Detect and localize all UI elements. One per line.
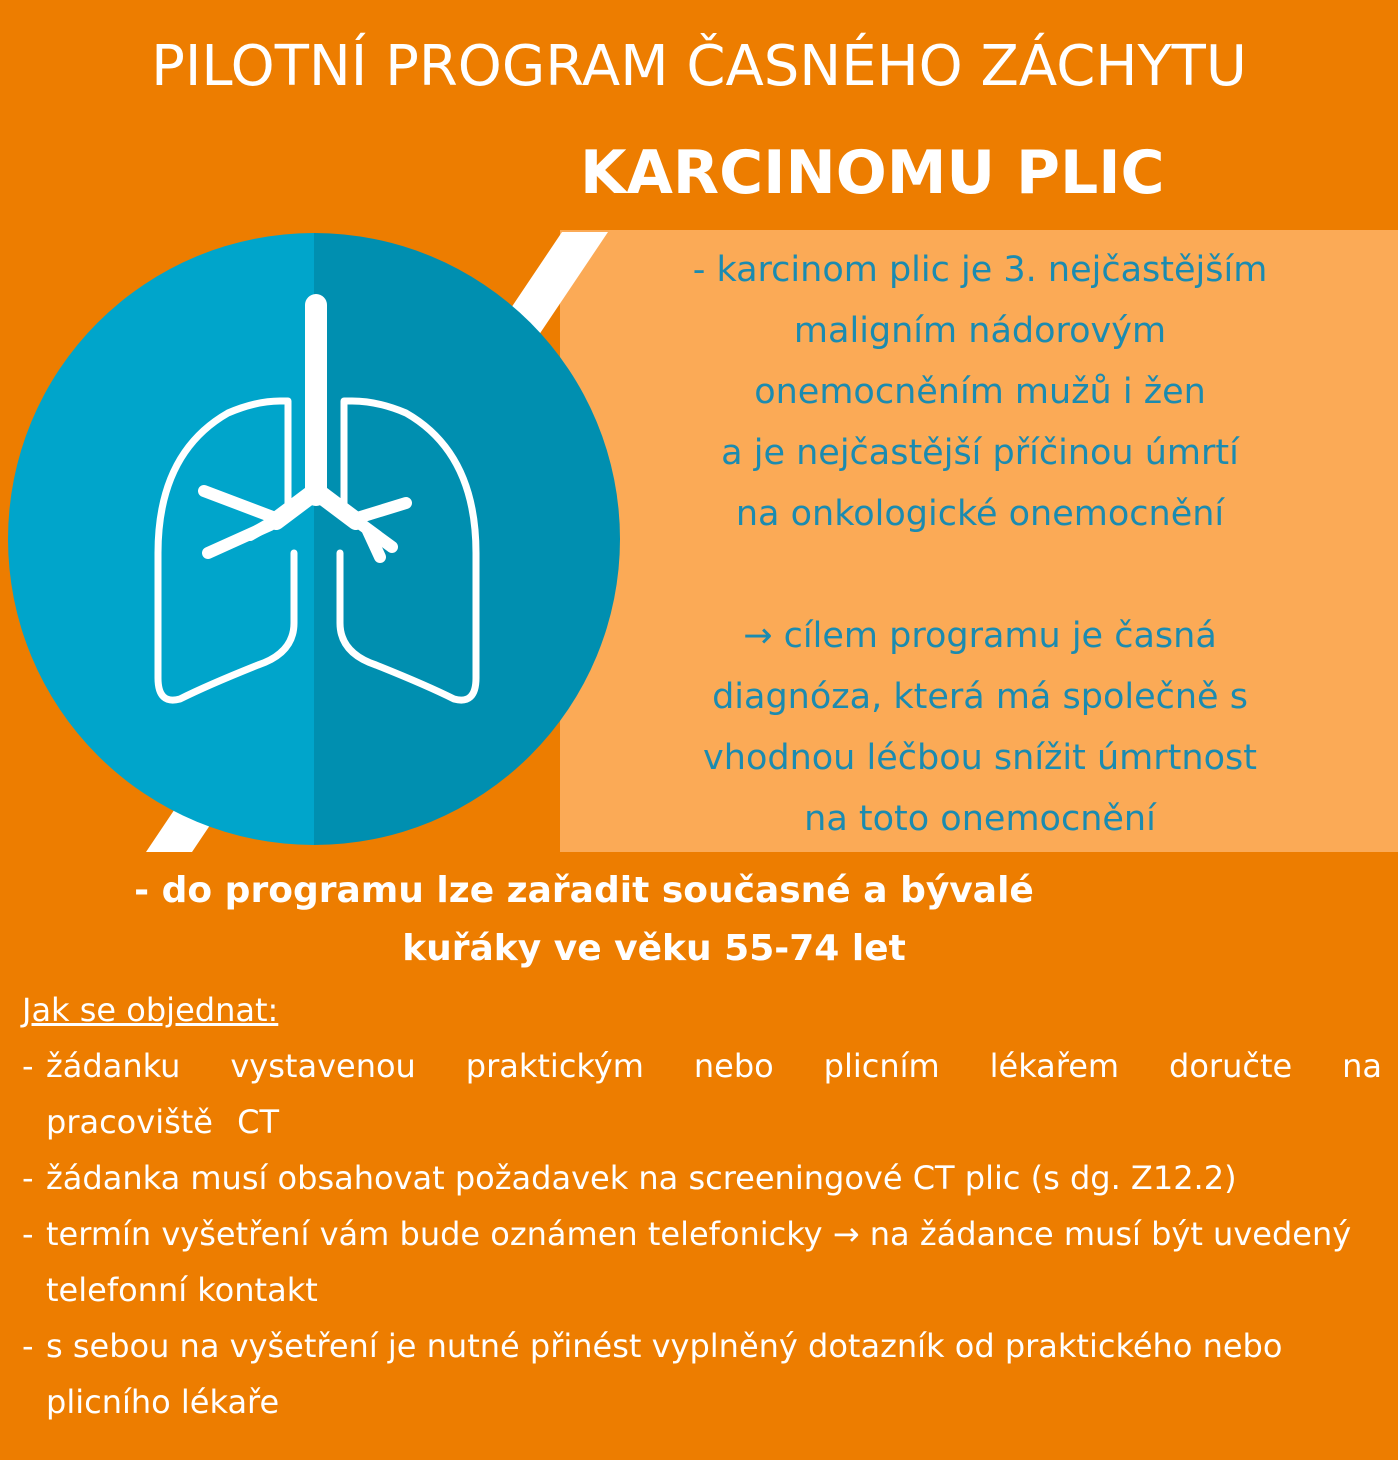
info-line: onemocněním mužů i žen (754, 372, 1206, 412)
list-item-text: termín vyšetření vám bude oznámen telefonicky → na žádance musí být uvedený telefonní kontakt (46, 1215, 1352, 1309)
info-line: na toto onemocnění (804, 799, 1156, 839)
dash-bullet: - (22, 1327, 34, 1365)
how-to-order-list (22, 1038, 1382, 1430)
info-line: maligním nádorovým (793, 311, 1167, 351)
dash-bullet: - (22, 1215, 34, 1253)
eligibility-line-1: - do programu lze zařadit současné a bývalé (134, 870, 1034, 911)
info-line: → cílem programu je časná (743, 616, 1217, 656)
list-item-text: žádanka musí obsahovat požadavek na screeningové CT plic (s dg. Z12.2) (46, 1159, 1237, 1197)
info-line: a je nejčastější příčinou úmrtí (721, 433, 1239, 473)
how-to-order-heading: Jak se objednat: (22, 991, 279, 1029)
list-item (22, 1318, 1382, 1430)
title-line-1: PILOTNÍ PROGRAM ČASNÉHO ZÁCHYTU (151, 34, 1247, 99)
info-text (620, 240, 1340, 850)
list-item (22, 1150, 1382, 1206)
info-line: na onkologické onemocnění (735, 494, 1225, 534)
how-to-order (22, 982, 1382, 1430)
eligibility-line-2: kuřáky ve věku 55-74 let (402, 928, 906, 969)
title-line-2: KARCINOMU PLIC (580, 138, 1165, 208)
dash-bullet: - (22, 1047, 34, 1085)
list-item-text: žádanku vystavenou praktickým nebo plicním lékařem doručte na pracoviště CT (46, 1047, 1382, 1141)
list-item (22, 1206, 1382, 1318)
info-line: vhodnou léčbou snížit úmrtnost (703, 738, 1257, 778)
info-line: - karcinom plic je 3. nejčastějším (692, 250, 1268, 290)
list-item (22, 1038, 1382, 1150)
dash-bullet: - (22, 1159, 34, 1197)
spacer (620, 545, 1340, 606)
eligibility (0, 862, 1398, 978)
lungs-icon (8, 233, 620, 845)
info-line: diagnóza, která má společně s (712, 677, 1248, 717)
lungs-circle (8, 233, 620, 845)
list-item-text: s sebou na vyšetření je nutné přinést vyplněný dotazník od praktického nebo plicního lékaře (46, 1327, 1283, 1421)
